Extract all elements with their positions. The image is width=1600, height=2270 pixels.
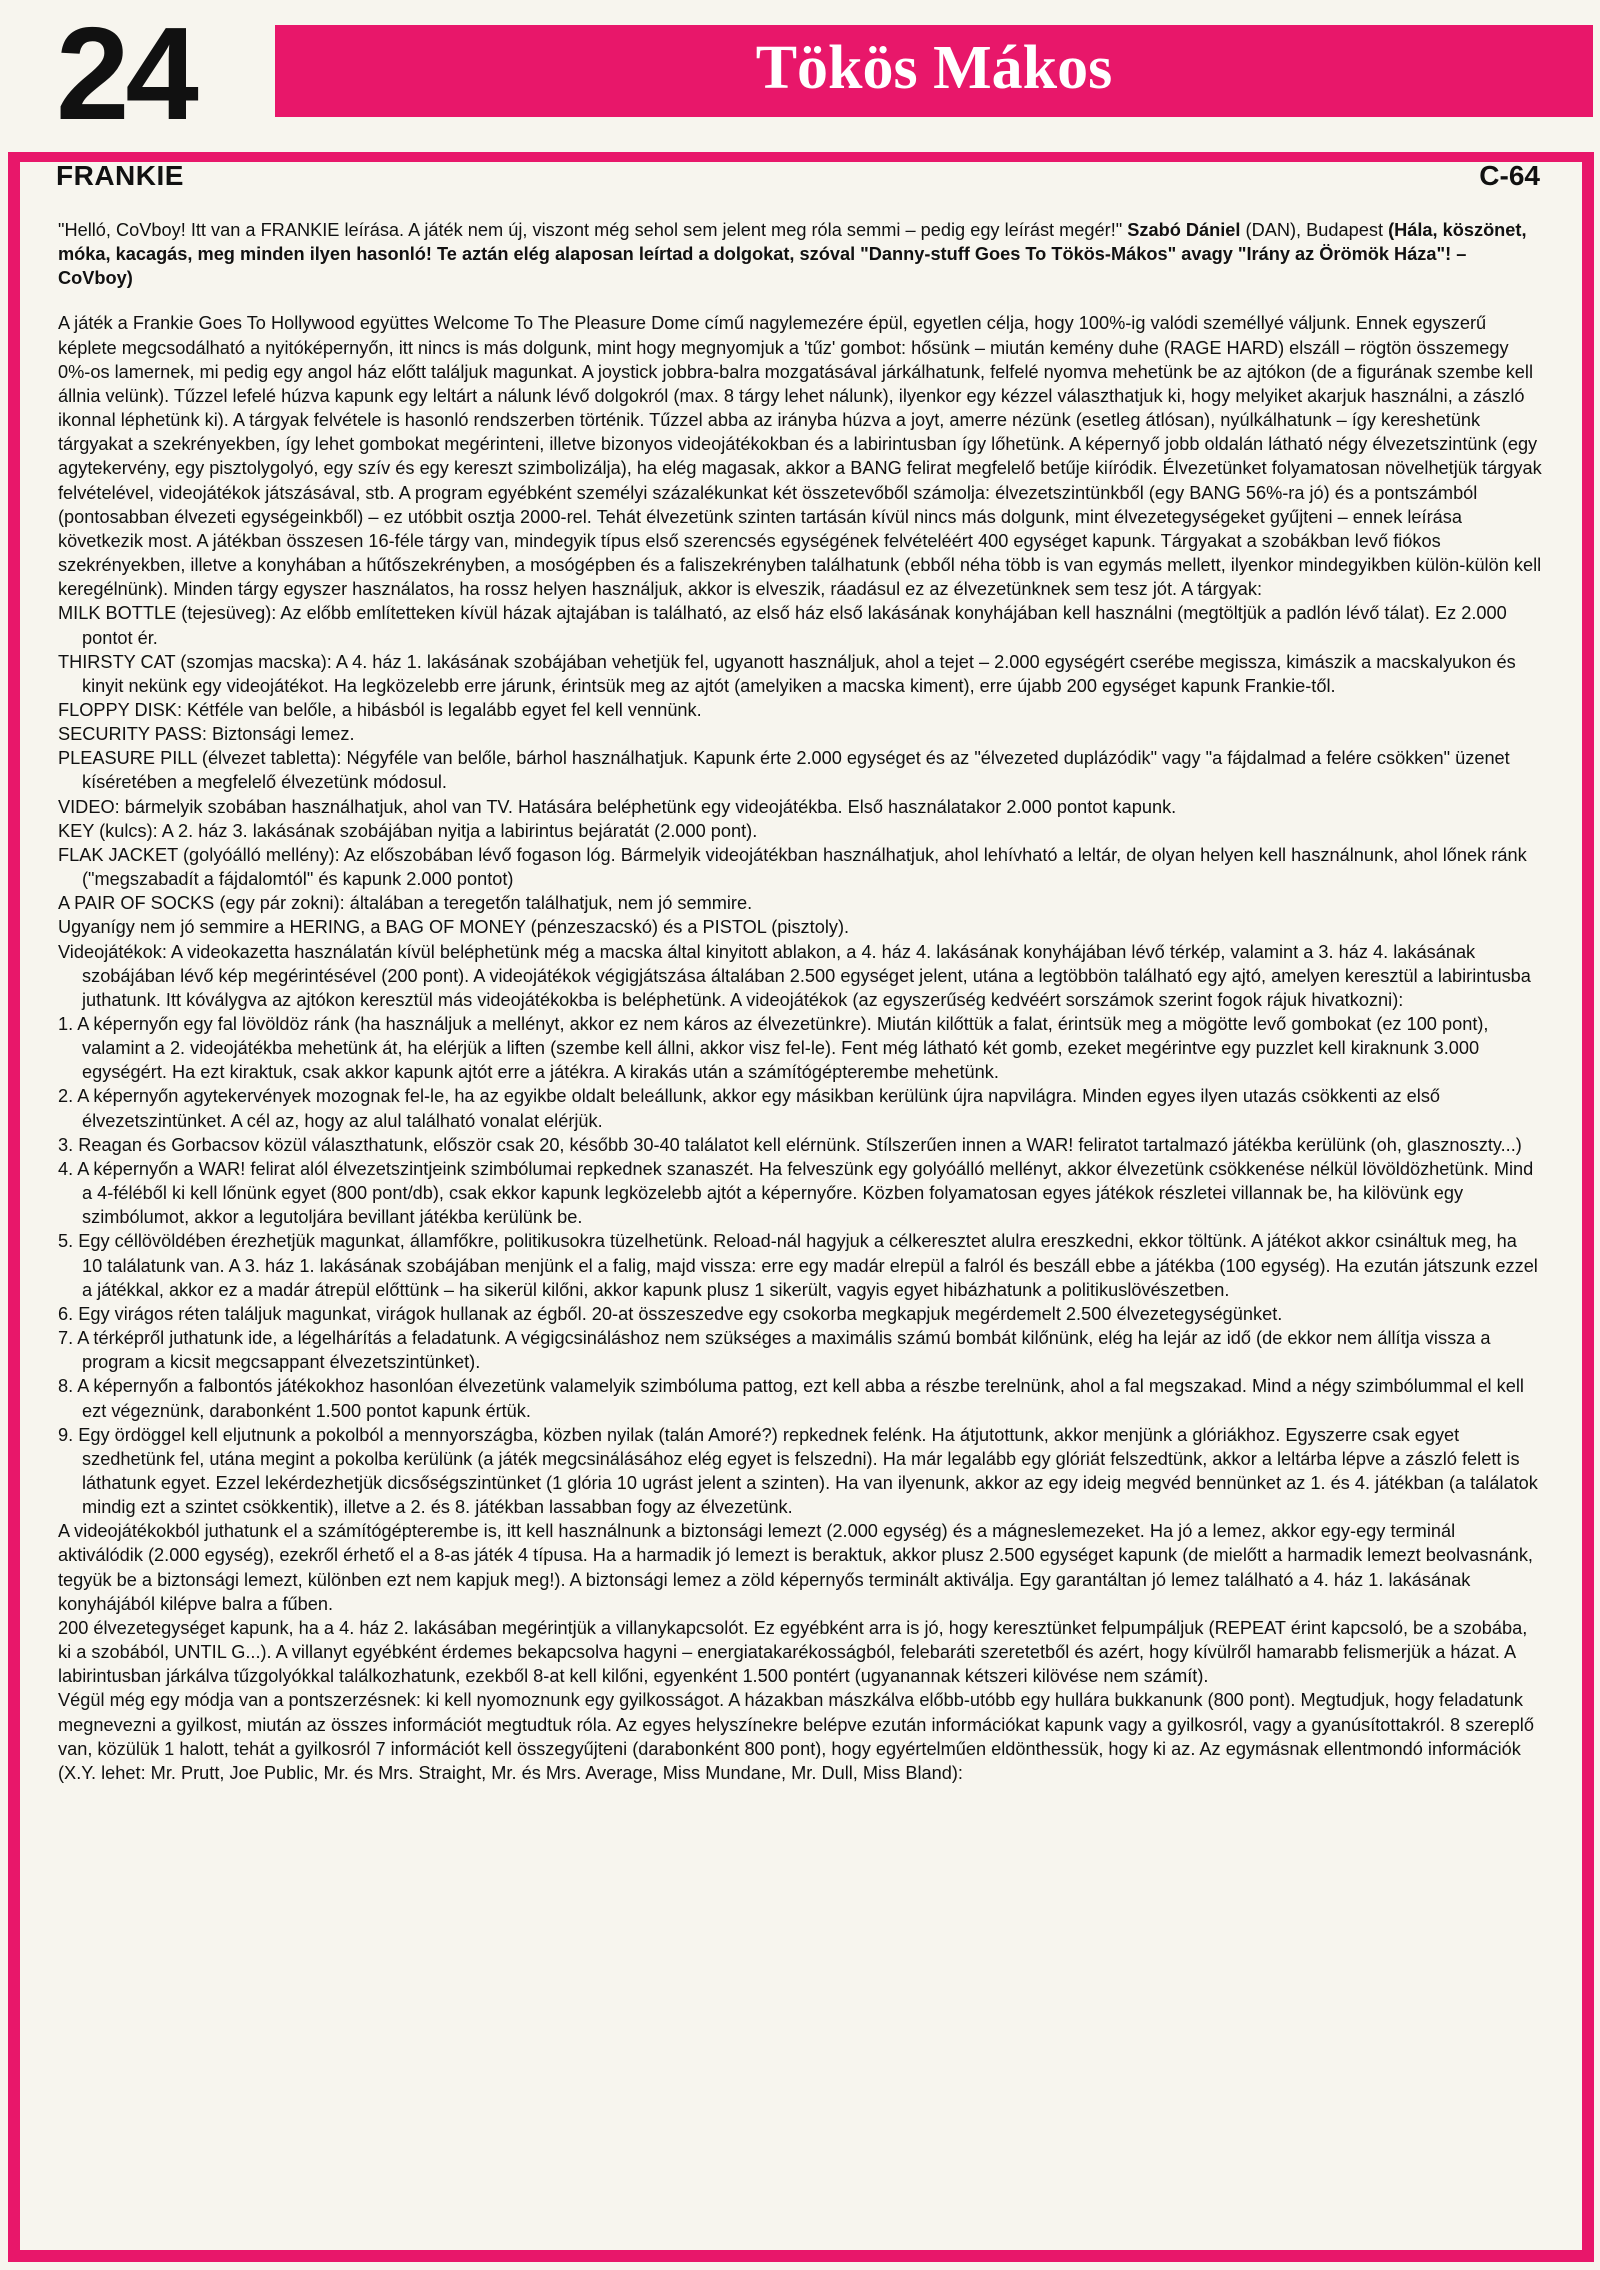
item-entry: Videojátékok: A videokazetta használatán kívül beléphetünk még a macska által kinyitott ablakon, a 4. ház 4. lakásának konyhájában lévő térkép, valamint a 3. ház 4. lakásának szobájában lévő kép megérintésével (200 pont). A videojátékok végigjátszása általában 2.500 egységet jelent, utána a legtöbbön található egy ajtó, amelyen keresztül a labirintusba juthatunk. Itt kóválygva az ajtókon keresztül más videojátékokba is beléphetünk. A videojátékok (az egyszerűség kedvéért sorszámok szerint fogok rájuk hivatkozni): (58, 941, 1531, 1010)
videogame-entry: 6. Egy virágos réten találjuk magunkat, virágok hullanak az égből. 20-at összeszedve egy csokorba megkapjuk megérdemelt 2.500 élvezetegységünket. (58, 1303, 1283, 1324)
article-body (58, 218, 1542, 1785)
videogame-list (58, 1012, 1542, 1519)
outro-paragraphs (58, 1519, 1542, 1785)
section-title: Tökös Mákos (755, 34, 1113, 102)
intro-block (58, 218, 1542, 290)
body-paragraph: A játék a Frankie Goes To Hollywood együttes Welcome To The Pleasure Dome című nagylemezére épül, egyetlen célja, hogy 100%-ig valódi személlyé váljunk. Ennek egyszerű képlete megcsodálható a nyitóképernyőn, itt nincs is más dolgunk, mint hogy megnyomjuk a 'tűz' gombot: hősünk – miután kemény duhe (RAGE HARD) elszáll – rögtön összemegy 0%-os lamernek, mi pedig egy angol ház előtt találjuk magunkat. A joystick jobbra-balra mozgatásával járkálhatunk, felfelé nyomva mehetünk be az ajtókon (de a figurának szembe kell állnia velünk). Tűzzel lefelé húzva kapunk egy leltárt a nálunk lévő dolgokról (max. 8 tárgy lehet nálunk), ilyenkor egy kézzel választhatjuk ki, hogy melyiket akarjuk használni, a zászló ikonnal léphetünk ki). A tárgyak felvétele is hasonló rendszerben történik. Tűzzel abba az irányba húzva a joyt, amerre nézünk (esetleg átlósan), nyúlkálhatunk – így kereshetünk tárgyakat a szekrényekben, így lehet gombokat megérinteni, illetve bizonyos videojátékokban és a labirintusban így lőhetünk. A képernyő jobb oldalán látható négy élvezetszintünk (egy agytekervény, egy pisztolygolyó, egy szív és egy kereszt szimbolizálja), ha elég magasak, akkor a BANG felirat megfelelő betűje kiíródik. Élvezetünket folyamatosan növelhetjük tárgyak felvételével, videojátékok játszásával, stb. A program egyébként személyi százalékunkat két összetevőből számolja: élvezetszintünkből (egy BANG 56%-ra jó) és a pontszámból (pontosabban élvezeti egységeinkből) – ez utóbbit osztja 2000-rel. Tehát élvezetünk szinten tartásán kívül nincs más dolgunk, mint élvezetegységeket gyűjteni – ennek leírása következik most. A játékban összesen 16-féle tárgy van, mindegyik típus első szerencsés egységének felvételéért 400 egységet kapunk. Tárgyakat a szobákban levő fiókos szekrényekben, illetve a konyhában a hűtőszekrényben, a mosógépben és a faliszekrényben találhatunk (ebből néha több is van egymás mellett, ilyenkor mindegyikben külön-külön kell keregélnünk). Minden tárgy egyszer használatos, ha rossz helyen használjuk, akkor is elveszik, ráadásul ez az élvezetünknek sem tesz jót. A tárgyak: (58, 313, 1542, 600)
item-entry: THIRSTY CAT (szomjas macska): A 4. ház 1. lakásának szobájában vehetjük fel, ugyanott használjuk, ahol a tejet – 2.000 egységért cserébe megissza, kimászik a macskalyukon és kinyit nekünk egy videojátékot. Ha legközelebb erre járunk, érintsük meg az ajtót (amelyiken a macska kiment), erre újabb 200 egységet kapunk Frankie-től. (58, 651, 1516, 696)
reader-quote: "Helló, CoVboy! Itt van a FRANKIE leírása. A játék nem új, viszont még sehol sem jelent meg róla semmi – pedig egy leírást megér!" (58, 220, 1123, 240)
videogame-entry: 3. Reagan és Gorbacsov közül választhatunk, először csak 20, később 30-40 találatot kell elérnünk. Stílszerűen innen a WAR! feliratot tartalmazó játékba kerülünk (oh, glasznoszty...) (58, 1134, 1522, 1155)
frame-border-top (8, 152, 1594, 162)
item-entry: PLEASURE PILL (élvezet tabletta): Négyféle van belőle, bárhol használhatjuk. Kapunk érte 2.000 egységet és az "élvezeted duplázódik" vagy "a fájdalmad a felére csökken" üzenet kíséretében a megfelelő élvezetünk módosul. (58, 748, 1510, 793)
body-paragraphs (58, 311, 1542, 601)
videogame-entry: 9. Egy ördöggel kell eljutnunk a pokolból a mennyországba, közben nyilak (talán Amoré?) repkednek felénk. Ha átjutottunk, akkor menjünk a glóriákhoz. Egyszerre csak egyet szedhetünk fel, utána megint a pokolba kerülünk (a játék megcsinálásához elég egyet is felszedni). Ha már legalább egy glóriát felszedtünk, akkor a leltárba lépve a zászló felett is láthatunk egyet. Ezzel lekérdezhetjük dicsőségszintünket (1 glória 10 ugrást jelent a szinten). Ha van ilyenunk, akkor az egy ideig megvéd bennünket az 1. és 4. játékban (a találatok mindig ezt a szintet csökkentik), illetve a 2. és 8. játékban lassabban fogy az élvezetünk. (58, 1424, 1538, 1518)
item-entry: KEY (kulcs): A 2. ház 3. lakásának szobájában nyitja a labirintus bejáratát (2.000 pont). (58, 820, 758, 841)
closing-paragraph: A videojátékokból juthatunk el a számítógépterembe is, itt kell használnunk a biztonsági lemezt (2.000 egység) és a mágneslemezeket. Ha jó a lemez, akkor egy-egy terminál aktiválódik (2.000 egység), ezekről érhető el a 8-as játék 4 típusa. Ha a harmadik jó lemezt is beraktuk, akkor plusz 2.500 egységet kapunk (de mielőtt a harmadik lemezt beolvasnánk, tegyük be a biztonsági lemezt, különben ezt nem kapjuk meg!). A biztonsági lemez a zöld képernyős terminált aktiválja. Egy garantáltan jó lemez található a 4. ház 1. lakásának konyhájából kilépve balra a fűben. (58, 1521, 1533, 1614)
item-entry: VIDEO: bármelyik szobában használhatjuk, ahol van TV. Hatására beléphetünk egy videojátékba. Első használatakor 2.000 pontot kapunk. (58, 796, 1177, 817)
author-location: (DAN), Budapest (1240, 220, 1389, 240)
game-title: FRANKIE (56, 160, 184, 191)
item-list (58, 601, 1542, 1012)
editor-reply: (Hála, köszönet, móka, kacagás, meg minden ilyen hasonló! Te aztán elég alaposan leírtad a dolgokat, szóval "Danny-stuff Goes To Tökös-Mákos" avagy "Irány az Örömök Háza"! – CoVboy) (58, 220, 1527, 289)
frame-border-bottom (8, 2250, 1594, 2262)
item-entry: SECURITY PASS: Biztonsági lemez. (58, 724, 355, 745)
author-name: Szabó Dániel (1127, 220, 1241, 240)
frame-border-right (1582, 152, 1594, 2262)
videogame-entry: 2. A képernyőn agytekervények mozognak fel-le, ha az egyikbe oldalt beleállunk, akkor egy másikban kerülünk újra napvilágra. Minden egyes ilyen utazás csökkenti az első élvezetszintünket. A cél az, hogy az alul található vonalat elérjük. (58, 1086, 1441, 1131)
item-entry: FLOPPY DISK: Kétféle van belőle, a hibásból is legalább egyet fel kell vennünk. (58, 699, 702, 720)
platform-label: C-64 (1479, 160, 1540, 191)
item-entry: FLAK JACKET (golyóálló mellény): Az előszobában lévő fogason lóg. Bármelyik videojátékban használhatjuk, ahol lehívható a leltár, de olyan helyen kell használnunk, ahol lőnek ránk ("megszabadít a fájdalomtól" és kapunk 2.000 pontot) (58, 844, 1527, 890)
videogame-entry: 1. A képernyőn egy fal lövöldöz ránk (ha használjuk a mellényt, akkor ez nem káros az élvezetünkre). Miután kilőttük a falat, érintsük meg a mögötte levő gombokat (ez 100 pont), valamint a 2. videojátékba mehetünk át, ha elérjük a liften (szembe kell állni, akkor visz fel-le). Fent még látható két gomb, ezeket megérintve egy puzzlet kell kiraknunk 3.000 egységért. Ha ezt kiraktuk, csak akkor kapunk ajtót erre a játékra. A kirakás után a számítógépterembe mehetünk. (58, 1014, 1489, 1083)
videogame-entry: 7. A térképről juthatunk ide, a légelhárítás a feladatunk. A végigcsináláshoz nem szükséges a maximális számú bombát kilőnünk, elég ha lejár az idő (de ekkor nem állítja vissza a program a kicsit megcsappant élvezetszintünket). (58, 1328, 1491, 1373)
videogame-entry: 5. Egy céllövöldében érezhetjük magunkat, államfőkre, politikusokra tüzelhetünk. Reload-nál hagyjuk a célkeresztet alulra ereszkedni, ekkor töltünk. A játékot akkor csináltuk meg, ha 10 találatunk van. A 3. ház 1. lakásának szobájában menjünk el a falig, majd vissza: erre egy madár elrepül a falról és beszáll ebbe a játékba (100 egység). Ha ezután játszunk ezzel a játékkal, akkor ez a madár átrepül előttünk – ha sikerül kilőni, akkor kapunk plusz 1 sikerült, vagyis egyet hibázhatunk a politikuslövészetben. (58, 1231, 1538, 1300)
videogame-entry: 4. A képernyőn a WAR! felirat alól élvezetszintjeink szimbólumai repkednek szanaszét. Ha felveszünk egy golyóálló mellényt, akkor élvezetünk csökkenése nélkül lövöldözhetünk. Mind a 4-féléből ki kell lőnünk egyet (800 pont/db), csak ekkor kapunk legközelebb ajtót a képernyőre. Közben folyamatosan egyes játékok részletei villannak be, ha kilövünk egy szimbólumot, akkor a legutoljára bevillant játékba kerülünk be. (58, 1158, 1534, 1228)
section-title-banner (275, 25, 1593, 117)
item-entry: Ugyanígy nem jó semmire a HERING, a BAG OF MONEY (pénzeszacskó) és a PISTOL (pisztoly). (58, 917, 850, 938)
closing-paragraph: Végül még egy módja van a pontszerzésnek: ki kell nyomoznunk egy gyilkosságot. A házakban mászkálva előbb-utóbb egy hullára bukkanunk (800 pont). Megtudjuk, hogy feladatunk megnevezni a gyilkost, miután az összes információt megtudtuk róla. Az egyes helyszínekre belépve ezután információkat kapunk vagy a gyilkosról, vagy a gyanúsítottakról. 8 szereplő van, közülük 1 halott, tehát a gyilkosról 7 információt kell összegyűjteni (darabonként 800 pont), hogy egyértelműen eldönthessük, hogy ki az. Az egymásnak ellentmondó információk (X.Y. lehet: Mr. Prutt, Joe Public, Mr. és Mrs. Straight, Mr. és Mrs. Average, Miss Mundane, Mr. Dull, Miss Bland): (58, 1690, 1534, 1783)
videogame-entry: 8. A képernyőn a falbontós játékokhoz hasonlóan élvezetünk valamelyik szimbóluma pattog, ezt kell abba a részbe terelnünk, ahol a fal megszakad. Mind a négy szimbólummal el kell ezt végeznünk, darabonként 1.500 pontot kapunk értük. (58, 1376, 1524, 1421)
item-entry: A PAIR OF SOCKS (egy pár zokni): általában a teregetőn találhatjuk, nem jó semmire. (58, 893, 753, 914)
page-number: 24 (56, 0, 195, 147)
frame-border-left (8, 152, 20, 2262)
closing-paragraph: 200 élvezetegységet kapunk, ha a 4. ház 2. lakásában megérintjük a villanykapcsolót. Ez egyébként arra is jó, hogy keresztünket felpumpáljuk (REPEAT érint kapcsoló, be a szobába, ki a szobából, UNTIL G...). A villanyt egyébként érdemes bekapcsolva hagyni – energiatakarékosságból, felebaráti szeretetből és azért, hogy kívülről hamarabb felismerjük a házat. A labirintusban járkálva tűzgolyókkal találkozhatunk, ezekből 8-at kell kilőni, egyenként 1.500 pontért (ugyanannak kétszeri kilövése nem számít). (58, 1617, 1528, 1687)
item-entry: MILK BOTTLE (tejesüveg): Az előbb említetteken kívül házak ajtajában is található, az első ház első lakásának konyhájában kell használni (megtöltjük a padlón lévő tálat). Ez 2.000 pontot ér. (58, 603, 1507, 648)
